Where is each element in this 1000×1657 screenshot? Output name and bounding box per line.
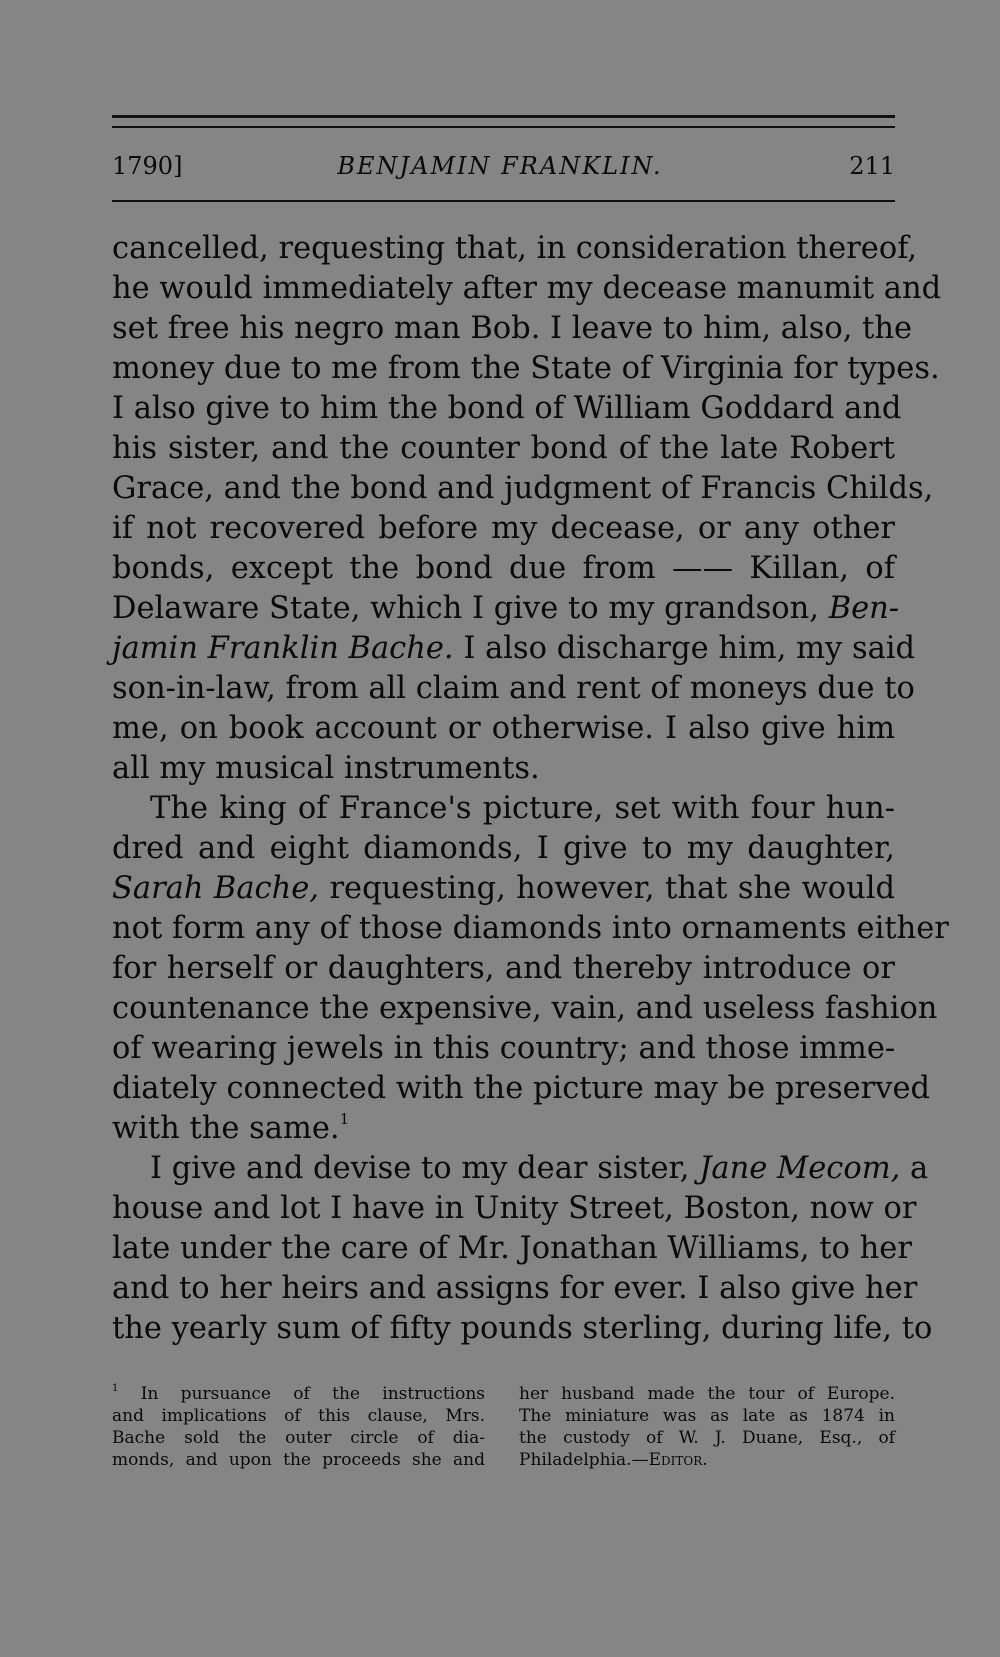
text-line: me, on book account or otherwise. I also give him [112, 711, 895, 746]
page-number: 211 [849, 152, 895, 180]
footnote-line: $^1$ In pursuance of the instructions [112, 1383, 485, 1404]
running-head-year: 1790] [112, 152, 183, 180]
footnote-line: The miniature was as late as 1874 in [519, 1406, 895, 1426]
text-line: with the same.$^1$ [112, 1110, 350, 1146]
text-line: all my musical instruments. [112, 751, 540, 786]
text-line: dred and eight diamonds, I give to my daughter, [112, 831, 895, 866]
text-line: of wearing jewels in this country; and those imme- [112, 1031, 896, 1066]
header-top-rule-thin [112, 126, 895, 128]
text-line: Delaware State, which I give to my grandson, Ben- [112, 591, 900, 626]
text-line: The king of France's picture, set with four hun- [150, 791, 895, 826]
footnote-number: 1 [112, 1383, 119, 1394]
text-line: not form any of those diamonds into ornaments either [112, 911, 949, 946]
text-line: money due to me from the State of Virginia for types. [112, 351, 940, 386]
text-line: I give and devise to my dear sister, Jane Mecom, a [150, 1151, 929, 1186]
text-line: bonds, except the bond due from —— Killan, of [112, 551, 895, 586]
footnote-marker: 1 [339, 1110, 350, 1128]
text-line: his sister, and the counter bond of the late Robert [112, 431, 895, 466]
text-line: and to her heirs and assigns for ever. I also give her [112, 1271, 918, 1306]
footnote-line: Philadelphia.—Editor. [519, 1450, 708, 1470]
text-line: son-in-law, from all claim and rent of moneys due to [112, 671, 915, 706]
text-line: house and lot I have in Unity Street, Boston, now or [112, 1191, 917, 1226]
text-line: cancelled, requesting that, in consideration thereof, [112, 231, 918, 266]
text-line: late under the care of Mr. Jonathan Williams, to her [112, 1231, 912, 1266]
text-line: if not recovered before my decease, or any other [112, 511, 895, 546]
header-bottom-rule [112, 200, 895, 202]
text-line: I also give to him the bond of William Goddard and [112, 391, 902, 426]
text-line: jamin Franklin Bache. I also discharge him, my said [112, 631, 916, 666]
text-line: for herself or daughters, and thereby introduce or [112, 951, 895, 986]
footnote-line: Bache sold the outer circle of dia- [112, 1428, 485, 1448]
text-line: diately connected with the picture may be preserved [112, 1071, 931, 1106]
text-line: Sarah Bache, requesting, however, that she would [112, 871, 895, 906]
footnote-line: and implications of this clause, Mrs. [112, 1406, 485, 1426]
header-top-rule [112, 115, 895, 118]
footnote-line: monds, and upon the proceeds she and [112, 1450, 485, 1470]
text-line: Grace, and the bond and judgment of Francis Childs, [112, 471, 934, 506]
text-line: the yearly sum of fifty pounds sterling, during life, to [112, 1311, 933, 1346]
text-line: set free his negro man Bob. I leave to him, also, the [112, 311, 913, 346]
footnote-line: her husband made the tour of Europe. [519, 1384, 895, 1404]
running-head-title: BENJAMIN FRANKLIN. [337, 152, 663, 180]
text-line: he would immediately after my decease manumit and [112, 271, 942, 306]
footnote-line: the custody of W. J. Duane, Esq., of [519, 1428, 895, 1448]
text-line: countenance the expensive, vain, and useless fashion [112, 991, 938, 1026]
